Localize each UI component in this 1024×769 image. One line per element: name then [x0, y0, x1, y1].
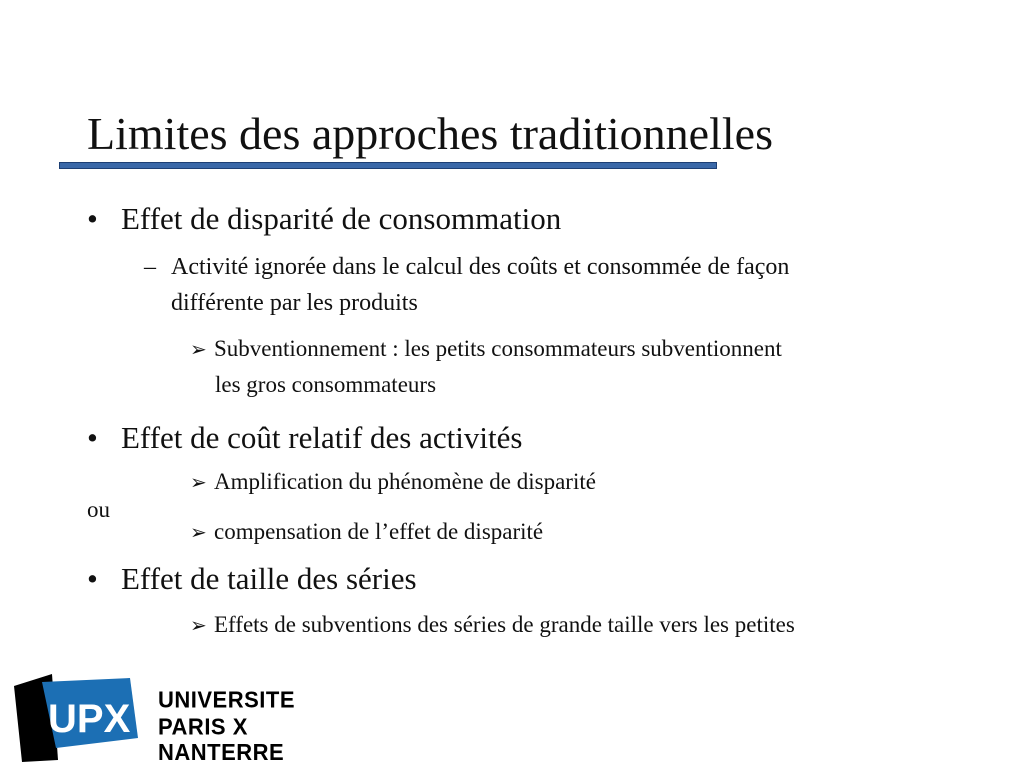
title-underline-bar	[59, 162, 717, 169]
sub-item-1	[144, 249, 789, 285]
bullet-text: Effet de disparité de consommation	[121, 201, 562, 236]
bullet-marker: •	[87, 201, 98, 236]
dash-marker: –	[144, 254, 156, 280]
sub-item-text-line1: Activité ignorée dans le calcul des coûts et consommée de façon	[171, 254, 790, 280]
arrow-bullet-icon: ➢	[190, 337, 207, 361]
subsub-item-3	[190, 607, 795, 643]
logo-line-1: UNIVERSITE	[158, 686, 296, 713]
slide-title: Limites des approches traditionnelles	[87, 108, 773, 159]
connector-ou: ou	[87, 497, 110, 522]
subsub-item-text: compensation de l’effet de disparité	[214, 519, 544, 544]
subsub-item-text: Effets de subventions des séries de grande taille vers les petites	[214, 612, 795, 637]
arrow-bullet-icon: ➢	[190, 613, 207, 637]
subsub-item-1-line2: les gros consommateurs	[215, 372, 437, 397]
subsub-item-1	[190, 331, 782, 367]
logo-letters: UPX	[48, 697, 131, 741]
subsub-item-text-line1: Subventionnement : les petits consommateurs subventionnent	[214, 336, 782, 361]
bullet-text: Effet de coût relatif des activités	[121, 420, 523, 455]
university-logo	[12, 672, 296, 769]
bullet-text: Effet de taille des séries	[121, 561, 417, 596]
subsub-item-2b	[190, 514, 543, 550]
arrow-bullet-icon: ➢	[190, 470, 207, 494]
subsub-item-2a	[190, 464, 596, 500]
sub-item-1-line2: différente par les produits	[171, 290, 418, 316]
arrow-bullet-icon: ➢	[190, 520, 207, 544]
bullet-item-3	[87, 561, 417, 597]
bullet-marker: •	[87, 561, 98, 596]
bullet-marker: •	[87, 420, 98, 455]
upx-logo-mark	[12, 672, 142, 764]
bullet-item-1	[87, 201, 561, 237]
subsub-item-text: Amplification du phénomène de disparité	[214, 469, 596, 494]
logo-line-2: PARIS X NANTERRE	[158, 713, 285, 766]
bullet-item-2	[87, 420, 522, 456]
